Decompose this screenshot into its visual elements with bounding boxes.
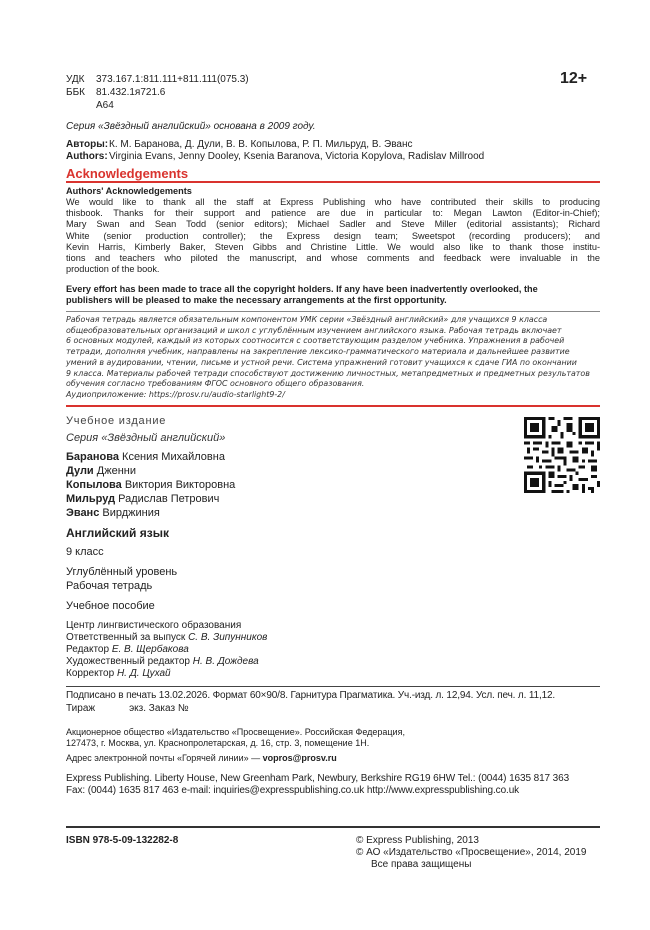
print-line2 bbox=[66, 703, 189, 715]
level: Углублённый уровень bbox=[66, 566, 178, 578]
book-title: Английский язык bbox=[66, 526, 169, 540]
author-entry bbox=[66, 464, 235, 478]
center: Центр лингвистического образования bbox=[66, 620, 242, 631]
desc-line: 9 класса. Материалы рабочей тетради способствуют достижению личностных, метапредметных и предметных результатов bbox=[66, 368, 590, 378]
copyright-line: © АО «Издательство «Просвещение», 2014, 2019 bbox=[356, 847, 587, 858]
author-entry bbox=[66, 506, 235, 520]
qr-code-icon bbox=[524, 417, 600, 493]
desc-line: 6 основных модулей, каждый из которых соотносится с соответствующим разделом учебника. Упражнения в рабочей bbox=[66, 336, 565, 346]
ack-line: Kevin Harris, Kimberly Baker, Steven Gibbs and Christine Little. We would also like to thank those institu- bbox=[66, 241, 600, 252]
workbook-description bbox=[66, 315, 600, 401]
rights: Все права защищены bbox=[371, 859, 472, 870]
credit-role: Редактор bbox=[66, 644, 110, 655]
print-order: экз. Заказ № bbox=[129, 703, 189, 714]
author-surname: Дули bbox=[66, 465, 94, 477]
author-surname: Копылова bbox=[66, 479, 122, 491]
credit-entry bbox=[66, 632, 267, 644]
book-type: Рабочая тетрадь bbox=[66, 580, 153, 592]
author-entry bbox=[66, 492, 235, 506]
desc-line: общеобразовательных организаций и школ с углублённым изучением английского языка. Рабочая тетрадь включает bbox=[66, 325, 562, 335]
author-name: Дженни bbox=[96, 465, 136, 477]
udk-value: 373.167.1:811.111+811.111(075.3) bbox=[96, 74, 249, 85]
credit-entry bbox=[66, 668, 267, 680]
credit-entry bbox=[66, 644, 267, 656]
ack-line: Mary Swan and Sean Todd (senior editors); Michael Sadler and Steve Miller (editorial assistants); Richard bbox=[66, 219, 600, 230]
credit-role: Художественный редактор bbox=[66, 656, 190, 667]
author-surname: Баранова bbox=[66, 451, 119, 463]
publisher-line: Акционерное общество «Издательство «Просвещение». Российская Федерация, bbox=[66, 727, 405, 737]
authors-en-text: Virginia Evans, Jenny Dooley, Ksenia Baranova, Victoria Kopylova, Radislav Millrood bbox=[109, 151, 485, 162]
author-surname: Эванс bbox=[66, 507, 100, 519]
credit-person: С. В. Зипунников bbox=[188, 632, 268, 643]
divider bbox=[66, 686, 600, 687]
credit-person: Н. Д. Цухай bbox=[116, 668, 171, 679]
bbk-line bbox=[66, 87, 165, 99]
copyright-line: © Express Publishing, 2013 bbox=[356, 835, 479, 846]
divider bbox=[66, 311, 600, 312]
author-surname: Мильруд bbox=[66, 493, 116, 505]
udk-line bbox=[66, 74, 249, 86]
author-name: Радислав Петрович bbox=[118, 493, 220, 505]
ack-subheading: Authors' Acknowledgements bbox=[66, 186, 192, 196]
ack-line: We would like to thank all the staff at Express Publishing who have contributed their skills to producing bbox=[66, 197, 600, 207]
credit-role: Ответственный за выпуск bbox=[66, 632, 186, 643]
desc-line: обучения согласно требованиям ФГОС основного общего образования. bbox=[66, 379, 365, 389]
authors-ru-label: Авторы: bbox=[66, 139, 109, 150]
ack-rule bbox=[66, 181, 600, 183]
bottom-divider bbox=[66, 826, 600, 828]
author-name: Вирджиния bbox=[102, 507, 160, 519]
author-name: Виктория Викторовна bbox=[124, 479, 236, 491]
express-line: Fax: (0044) 1635 817 463 e-mail: inquiries@expresspublishing.co.uk http://www.expresspublishing.co.uk bbox=[66, 785, 520, 796]
audio-app: Аудиоприложение: https://prosv.ru/audio-starlight9-2/ bbox=[66, 389, 285, 399]
author-name: Ксения Михайловна bbox=[122, 451, 225, 463]
credits bbox=[66, 632, 267, 680]
author-entry bbox=[66, 450, 235, 464]
copyright-notice-line: Every effort has been made to trace all the copyright holders. If any have been inadvertently overlooked, the bbox=[66, 284, 538, 294]
authors-en-label: Authors: bbox=[66, 151, 108, 162]
hotline bbox=[66, 753, 337, 764]
credit-person: Е. В. Щербакова bbox=[111, 644, 189, 655]
author-list bbox=[66, 450, 235, 520]
copyright-notice bbox=[66, 284, 600, 306]
age-rating: 12+ bbox=[560, 70, 588, 87]
ack-line: thisbook. Thanks for their support and patience are due in particular to: Megan Lawton (Editor-in-Chief); bbox=[66, 208, 600, 219]
bbk-value: 81.432.1я721.6 bbox=[96, 87, 166, 98]
manual: Учебное пособие bbox=[66, 600, 155, 612]
ack-paragraph bbox=[66, 197, 600, 275]
ack-line: production of the book. bbox=[66, 264, 160, 275]
authors-en bbox=[66, 151, 484, 163]
ack-line: White (senior production controller); the Express design team; Sweetspot (recording producers); and bbox=[66, 230, 600, 241]
series-note: Серия «Звёздный английский» основана в 2009 году. bbox=[66, 121, 316, 132]
copyright-notice-line: publishers will be pleased to make the necessary arrangements at the first opportunity. bbox=[66, 295, 447, 306]
authors-ru-text: К. М. Баранова, Д. Дули, В. В. Копылова, Р. П. Мильруд, В. Эванс bbox=[109, 139, 413, 150]
publisher-address bbox=[66, 727, 405, 749]
isbn: ISBN 978-5-09-132282-8 bbox=[66, 835, 179, 846]
ack-heading: Acknowledgements bbox=[66, 166, 189, 181]
copyright-block bbox=[356, 835, 586, 871]
desc-line: Рабочая тетрадь является обязательным компонентом УМК серии «Звёздный английский» для учащихся 9 класса bbox=[66, 315, 548, 324]
credit-entry bbox=[66, 656, 267, 668]
credit-role: Корректор bbox=[66, 668, 115, 679]
section-rule bbox=[66, 405, 600, 407]
desc-line: тетради, дополняя учебник, направлены на закрепление лексико-грамматического материала и дальнейшее развитие bbox=[66, 347, 570, 357]
hotline-email[interactable]: vopros@prosv.ru bbox=[262, 753, 337, 763]
grade: 9 класс bbox=[66, 546, 104, 558]
publisher-line: 127473, г. Москва, ул. Краснопролетарская, д. 16, стр. 3, помещение 1Н. bbox=[66, 738, 370, 748]
print-tirazh: Тираж bbox=[66, 703, 96, 714]
desc-line: умений в аудировании, чтении, письме и устной речи. Система упражнений готовит учащихся к сдаче ГИА по окончании bbox=[66, 357, 577, 367]
print-line1: Подписано в печать 13.02.2026. Формат 60×90/8. Гарнитура Прагматика. Уч.-изд. л. 12,94. Усл. печ. л. 11,12. bbox=[66, 690, 556, 701]
author-entry bbox=[66, 478, 235, 492]
ack-line: tions and teachers who piloted the manuscript, and whose comments and feedback were invaluable in the bbox=[66, 253, 600, 264]
express-line: Express Publishing. Liberty House, New Greenham Park, Newbury, Berkshire RG19 6HW Tel.: (0044) 1635 817 363 bbox=[66, 773, 570, 784]
credit-person: Н. В. Дождева bbox=[192, 656, 259, 667]
authors-ru bbox=[66, 139, 413, 151]
edition-type: Учебное издание bbox=[66, 415, 167, 427]
express-address bbox=[66, 773, 569, 797]
bbk-label: ББК bbox=[66, 87, 85, 98]
series-name: Серия «Звёздный английский» bbox=[66, 432, 226, 444]
hotline-label: Адрес электронной почты «Горячей линии» — bbox=[66, 753, 261, 763]
author-code: А64 bbox=[96, 100, 114, 111]
udk-label: УДК bbox=[66, 74, 85, 85]
